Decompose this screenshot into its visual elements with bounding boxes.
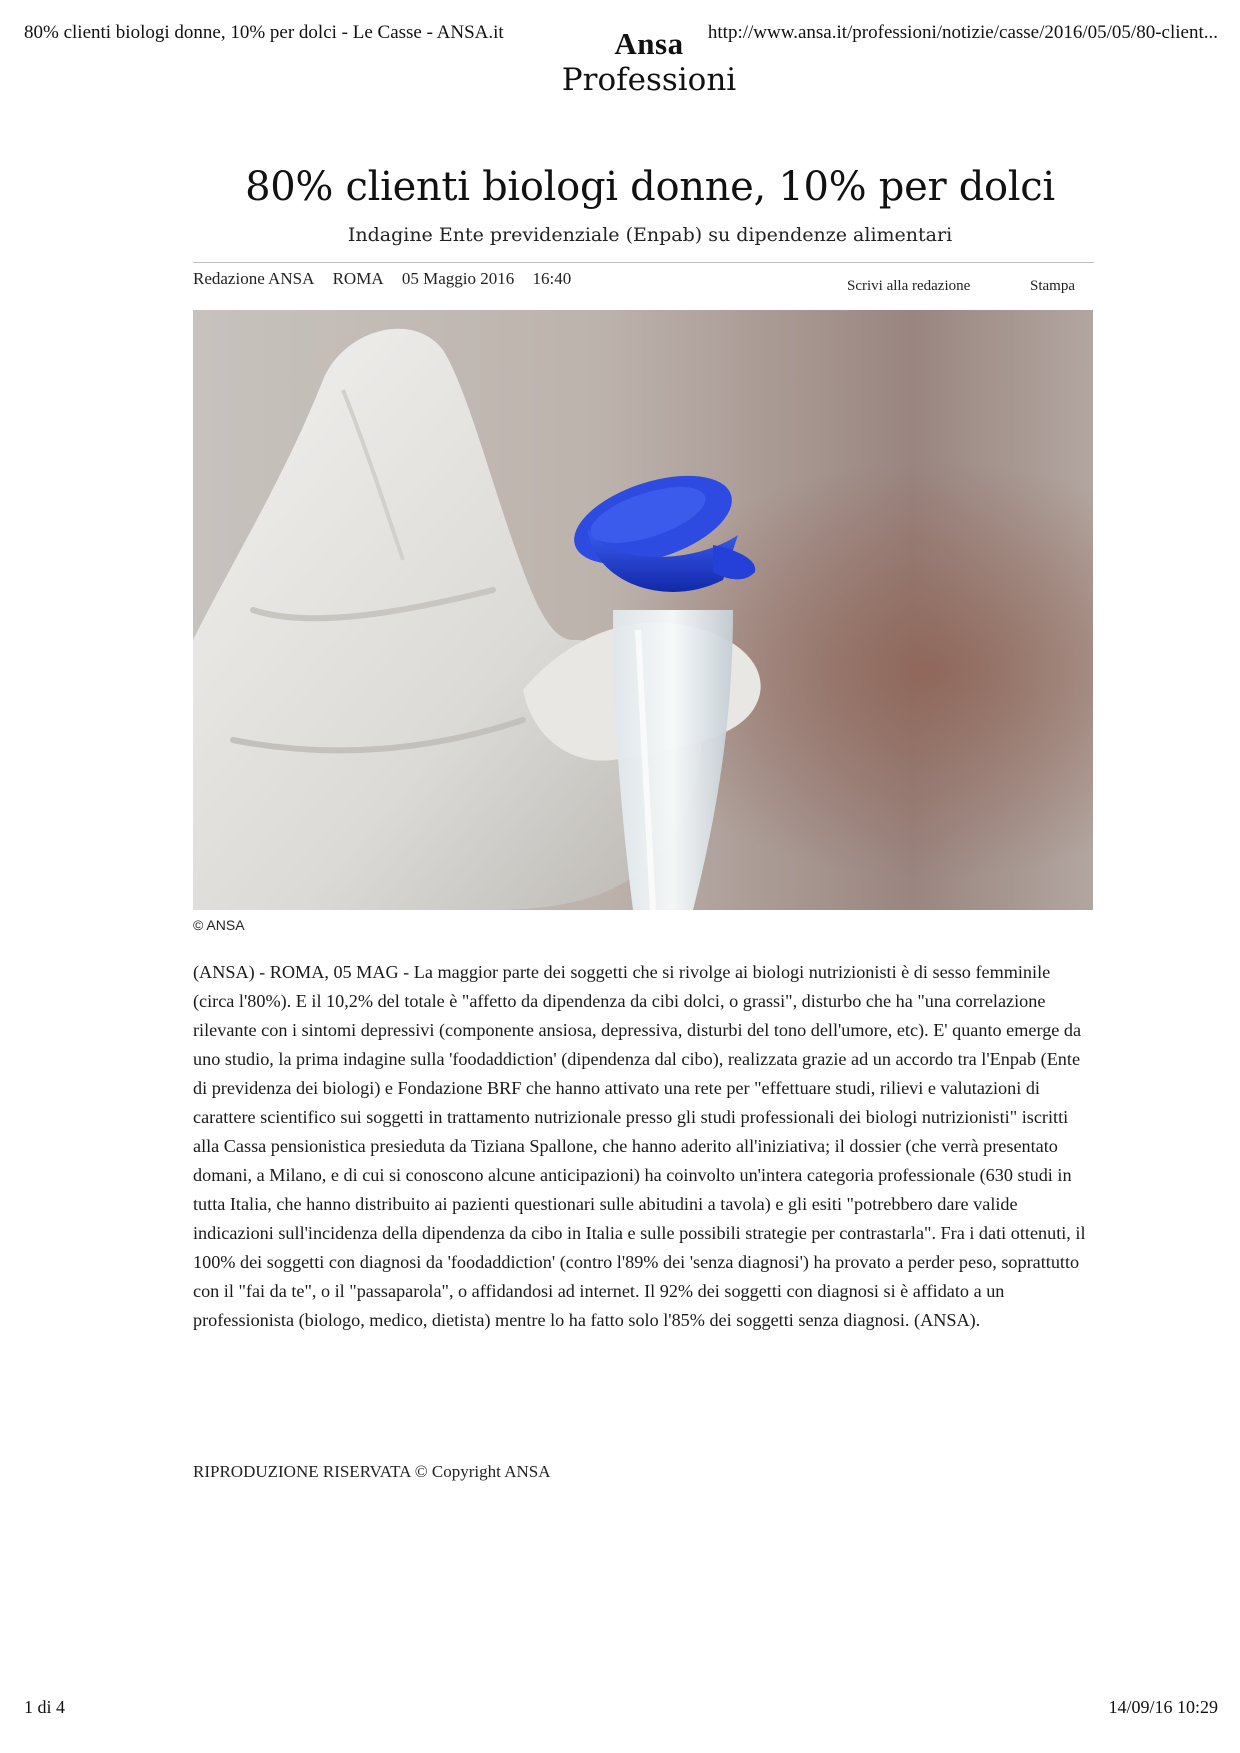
article-location: ROMA (332, 269, 384, 288)
copyright-notice: RIPRODUZIONE RISERVATA © Copyright ANSA (193, 1462, 551, 1481)
brand-logo[interactable] (0, 28, 1240, 96)
article-author: Redazione ANSA (193, 269, 315, 288)
article-headline: 80% clienti biologi donne, 10% per dolci (245, 164, 1055, 210)
print-page-number: 1 di 4 (24, 1697, 66, 1717)
image-credit: © ANSA (193, 917, 245, 933)
brand-section[interactable]: Professioni (561, 62, 737, 98)
write-to-editor-link[interactable]: Scrivi alla redazione (847, 278, 971, 294)
print-timestamp: 14/09/16 10:29 (1108, 1697, 1218, 1717)
article-meta (193, 269, 585, 289)
article-photo (193, 310, 1093, 910)
article-date: 05 Maggio 2016 (401, 269, 515, 288)
print-link[interactable]: Stampa (1030, 278, 1075, 294)
article-time: 16:40 (532, 269, 572, 288)
article-body: (ANSA) - ROMA, 05 MAG - La maggior parte dei soggetti che si rivolge ai biologi nutrizionisti è di sesso femminile (circa l'80%). E il 10,2% del totale è "affetto da dipendenza da cibi dolci, o grassi", disturbo che ha "una correlazione rilevante con i sintomi depressivi (componente ansiosa, depressiva, disturbi del tono dell'umore, etc). E' quanto emerge da uno studio, la prima indagine sulla 'foodaddiction' (dipendenza dal cibo), realizzata grazie ad un accordo tra l'Enpab (Ente di previdenza dei biologi) e Fondazione BRF che hanno attivato una rete per "effettuare studi, rilievi e valutazioni di carattere scientifico sui soggetti in trattamento nutrizionale presso gli studi professionali dei biologi nutrizionisti" iscritti alla Cassa pensionistica presieduta da Tiziana Spallone, che hanno aderito all'iniziativa; il dossier (che verrà presentato domani, a Milano, e di cui si conoscono alcune anticipazioni) ha coinvolto un'intera categoria professionale (630 studi in tutta Italia, che hanno distribuito ai pazienti questionari sulle abitudini a tavola) e gli esiti "potrebbero dare valide indicazioni sull'incidenza della dipendenza da cibo in Italia e sulle possibili strategie per contrastarla". Fra i dati ottenuti, il 100% dei soggetti con diagnosi da 'foodaddiction' (contro l'89% dei 'senza diagnosi') ha provato a perder peso, soprattutto con il "fai da te", o il "passaparola", o affidandosi ad internet. Il 92% dei soggetti con diagnosi si è affidato a un professionista (biologo, medico, dietista) mentre lo ha fatto solo l'85% dei soggetti senza diagnosi. (ANSA). (193, 962, 1086, 1330)
brand-name[interactable]: Ansa (614, 26, 684, 61)
divider (193, 262, 1094, 263)
article-subheadline: Indagine Ente previdenziale (Enpab) su dipendenze alimentari (347, 224, 953, 246)
print-header-title: 80% clienti biologi donne, 10% per dolci - Le Casse - ANSA.it (24, 22, 504, 43)
print-header-url[interactable]: http://www.ansa.it/professioni/notizie/casse/2016/05/05/80-client... (707, 22, 1218, 43)
